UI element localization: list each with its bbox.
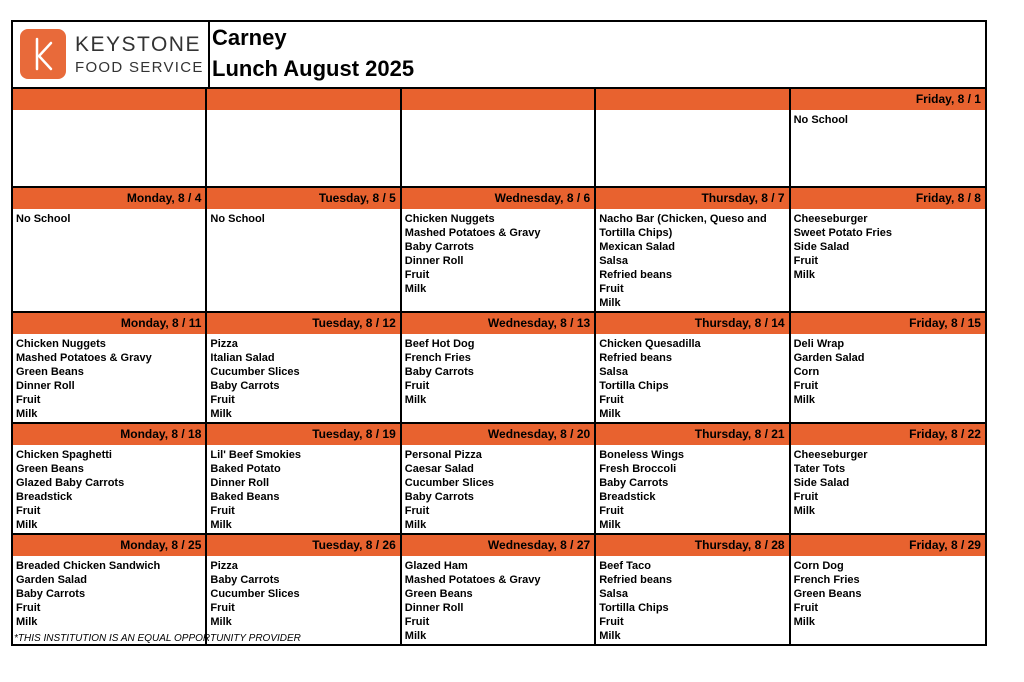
menu-items [402, 556, 594, 644]
day-cell [13, 188, 207, 313]
menu-item: Fruit [599, 283, 624, 295]
menu-item: Beef Taco [599, 560, 651, 572]
menu-item: Dinner Roll [210, 477, 270, 489]
menu-item: Salsa [599, 588, 628, 600]
menu-item: Lil' Beef Smokies [210, 449, 302, 461]
menu-item: Milk [793, 394, 815, 406]
menu-items [596, 334, 788, 422]
brand-tagline: FOOD SERVICE [75, 59, 204, 76]
menu-item: Salsa [599, 255, 628, 267]
menu-item: Fruit [210, 394, 235, 406]
menu-item: Mashed Potatoes & Gravy [404, 574, 541, 586]
day-header: Thursday, 8 / 28 [596, 535, 788, 556]
menu-item: Milk [793, 505, 815, 517]
menu-item: Caesar Salad [404, 463, 474, 475]
day-cell [596, 313, 790, 424]
menu-items [402, 209, 594, 311]
day-cell [791, 89, 985, 188]
menu-item: Milk [16, 408, 38, 420]
menu-item: Milk [793, 269, 815, 281]
menu-item: Fruit [210, 602, 235, 614]
menu-item: Fruit [404, 505, 430, 517]
day-cell [402, 535, 596, 644]
menu-item: Breaded Chicken Sandwich [16, 560, 161, 572]
day-cell [207, 313, 401, 424]
menu-items [402, 110, 594, 186]
menu-items [13, 209, 205, 311]
day-header: Friday, 8 / 15 [791, 313, 985, 334]
day-cell [13, 313, 207, 424]
menu-item: Milk [599, 408, 621, 420]
menu-item: Milk [599, 519, 621, 531]
menu-item: Milk [210, 616, 232, 628]
menu-item: Milk [404, 630, 427, 642]
school-name: Carney [212, 25, 287, 50]
menu-item: Fruit [599, 616, 624, 628]
day-cell [207, 535, 401, 644]
menu-item: Fruit [599, 394, 624, 406]
day-header: Tuesday, 8 / 5 [207, 188, 399, 209]
menu-item: Breadstick [599, 491, 656, 503]
menu-item: Boneless Wings [599, 449, 685, 461]
menu-item: Baby Carrots [599, 477, 669, 489]
menu-item: Baked Potato [210, 463, 281, 475]
day-cell [13, 424, 207, 535]
menu-item: Mashed Potatoes & Gravy [16, 352, 152, 364]
menu-items [13, 556, 205, 644]
day-cell [207, 188, 401, 313]
menu-item: Tortilla Chips [599, 380, 669, 392]
menu-items [791, 556, 985, 644]
day-header: Tuesday, 8 / 26 [207, 535, 399, 556]
day-cell [596, 535, 790, 644]
menu-items [13, 110, 205, 186]
menu-item: Side Salad [793, 477, 850, 489]
menu-item: Baby Carrots [404, 366, 474, 378]
day-header: Monday, 8 / 4 [13, 188, 205, 209]
menu-item: Fruit [599, 505, 624, 517]
menu-item: Glazed Baby Carrots [16, 477, 125, 489]
day-header: Friday, 8 / 1 [791, 89, 985, 110]
day-header [13, 89, 205, 110]
menu-items [402, 334, 594, 422]
day-header [402, 89, 594, 110]
menu-item: No School [16, 213, 71, 225]
day-cell [596, 89, 790, 188]
day-header: Friday, 8 / 29 [791, 535, 985, 556]
menu-item: Cheeseburger [793, 213, 868, 225]
menu-item: Nacho Bar (Chicken, Queso and Tortilla Chips) [599, 213, 767, 239]
day-cell [207, 424, 401, 535]
menu-item: Cucumber Slices [404, 477, 495, 489]
day-header: Wednesday, 8 / 13 [402, 313, 594, 334]
menu-item: Baby Carrots [16, 588, 86, 600]
menu-item: Fruit [210, 505, 235, 517]
menu-items [207, 334, 399, 422]
menu-item: Salsa [599, 366, 628, 378]
menu-item: Corn [793, 366, 820, 378]
day-header: Wednesday, 8 / 27 [402, 535, 594, 556]
menu-items [207, 445, 399, 533]
menu-title: Lunch August 2025 [212, 56, 415, 81]
menu-item: Pizza [210, 560, 238, 572]
header-divider [208, 22, 210, 87]
day-header: Wednesday, 8 / 20 [402, 424, 594, 445]
menu-item: Cucumber Slices [210, 366, 300, 378]
menu-item: Beef Hot Dog [404, 338, 475, 350]
menu-items [596, 209, 788, 311]
menu-header [13, 22, 985, 89]
menu-item: Milk [404, 283, 427, 295]
day-cell [13, 535, 207, 644]
menu-item: Chicken Nuggets [404, 213, 495, 225]
menu-item: Fruit [793, 491, 819, 503]
day-cell [596, 188, 790, 313]
menu-item: French Fries [793, 574, 860, 586]
menu-item: Fruit [793, 380, 819, 392]
day-cell [402, 89, 596, 188]
lunch-menu [11, 20, 987, 646]
day-header: Friday, 8 / 8 [791, 188, 985, 209]
menu-item: Sweet Potato Fries [793, 227, 893, 239]
menu-item: Pizza [210, 338, 238, 350]
menu-item: Fruit [404, 380, 430, 392]
menu-item: Milk [404, 519, 427, 531]
menu-items [596, 556, 788, 644]
menu-item: French Fries [404, 352, 471, 364]
menu-item: Cheeseburger [793, 449, 868, 461]
menu-items [13, 334, 205, 422]
menu-items [596, 445, 788, 533]
menu-item: Breadstick [16, 491, 73, 503]
menu-item: Fruit [16, 505, 41, 517]
menu-items [596, 110, 788, 186]
menu-item: Baked Beans [210, 491, 280, 503]
menu-items [791, 209, 985, 311]
day-header [596, 89, 788, 110]
menu-item: Baby Carrots [210, 380, 280, 392]
menu-item: Side Salad [793, 241, 850, 253]
menu-item: Refried beans [599, 269, 672, 281]
k-logo-icon [20, 29, 66, 79]
brand-name: KEYSTONE [75, 33, 201, 56]
menu-item: Glazed Ham [404, 560, 468, 572]
calendar-grid [13, 89, 985, 644]
day-cell [402, 424, 596, 535]
menu-item: No School [210, 213, 265, 225]
menu-item: Milk [16, 616, 38, 628]
day-header: Monday, 8 / 11 [13, 313, 205, 334]
menu-item: Fruit [793, 602, 819, 614]
day-header: Tuesday, 8 / 12 [207, 313, 399, 334]
menu-item: Tortilla Chips [599, 602, 669, 614]
menu-item: Deli Wrap [793, 338, 845, 350]
footer-note: *THIS INSTITUTION IS AN EQUAL OPPORTUNITY PROVIDER [14, 633, 301, 644]
menu-item: Baby Carrots [404, 491, 474, 503]
day-header: Thursday, 8 / 14 [596, 313, 788, 334]
menu-item: Dinner Roll [16, 380, 75, 392]
menu-item: Refried beans [599, 352, 672, 364]
menu-item: Garden Salad [16, 574, 87, 586]
day-header: Tuesday, 8 / 19 [207, 424, 399, 445]
day-cell [791, 313, 985, 424]
day-header: Wednesday, 8 / 6 [402, 188, 594, 209]
menu-item: Cucumber Slices [210, 588, 300, 600]
menu-items [791, 110, 985, 186]
menu-item: Fruit [404, 616, 430, 628]
menu-item: Baby Carrots [210, 574, 280, 586]
day-cell [13, 89, 207, 188]
menu-item: Milk [210, 408, 232, 420]
menu-item: Milk [599, 630, 621, 642]
menu-item: Dinner Roll [404, 255, 464, 267]
menu-items [207, 209, 399, 311]
day-header: Monday, 8 / 18 [13, 424, 205, 445]
day-cell [791, 535, 985, 644]
menu-item: Italian Salad [210, 352, 275, 364]
menu-item: Green Beans [793, 588, 862, 600]
menu-item: Mashed Potatoes & Gravy [404, 227, 541, 239]
menu-item: Chicken Nuggets [16, 338, 106, 350]
day-header: Monday, 8 / 25 [13, 535, 205, 556]
menu-items [791, 445, 985, 533]
day-cell [596, 424, 790, 535]
menu-item: Milk [793, 616, 815, 628]
menu-item: Garden Salad [793, 352, 865, 364]
menu-item: Green Beans [404, 588, 473, 600]
menu-item: Green Beans [16, 366, 84, 378]
day-header: Friday, 8 / 22 [791, 424, 985, 445]
menu-item: Baby Carrots [404, 241, 474, 253]
day-header: Thursday, 8 / 7 [596, 188, 788, 209]
day-header [207, 89, 399, 110]
menu-items [207, 110, 399, 186]
menu-item: Milk [599, 297, 621, 309]
day-cell [791, 188, 985, 313]
day-header: Thursday, 8 / 21 [596, 424, 788, 445]
menu-item: Milk [404, 394, 427, 406]
menu-item: Mexican Salad [599, 241, 676, 253]
menu-item: Fresh Broccoli [599, 463, 677, 475]
menu-item: No School [793, 114, 848, 126]
menu-item: Milk [16, 519, 38, 531]
menu-item: Personal Pizza [404, 449, 482, 461]
menu-item: Fruit [16, 394, 41, 406]
day-cell [791, 424, 985, 535]
menu-item: Milk [210, 519, 232, 531]
menu-item: Fruit [16, 602, 41, 614]
menu-item: Dinner Roll [404, 602, 464, 614]
menu-items [13, 445, 205, 533]
menu-items [791, 334, 985, 422]
menu-items [402, 445, 594, 533]
day-cell [402, 313, 596, 424]
menu-item: Corn Dog [793, 560, 844, 572]
menu-item: Chicken Spaghetti [16, 449, 112, 461]
menu-item: Fruit [793, 255, 819, 267]
day-cell [207, 89, 401, 188]
menu-item: Green Beans [16, 463, 84, 475]
keystone-logo [20, 29, 210, 79]
menu-item: Tater Tots [793, 463, 846, 475]
menu-items [207, 556, 399, 644]
day-cell [402, 188, 596, 313]
menu-item: Chicken Quesadilla [599, 338, 701, 350]
menu-item: Fruit [404, 269, 430, 281]
menu-item: Refried beans [599, 574, 672, 586]
